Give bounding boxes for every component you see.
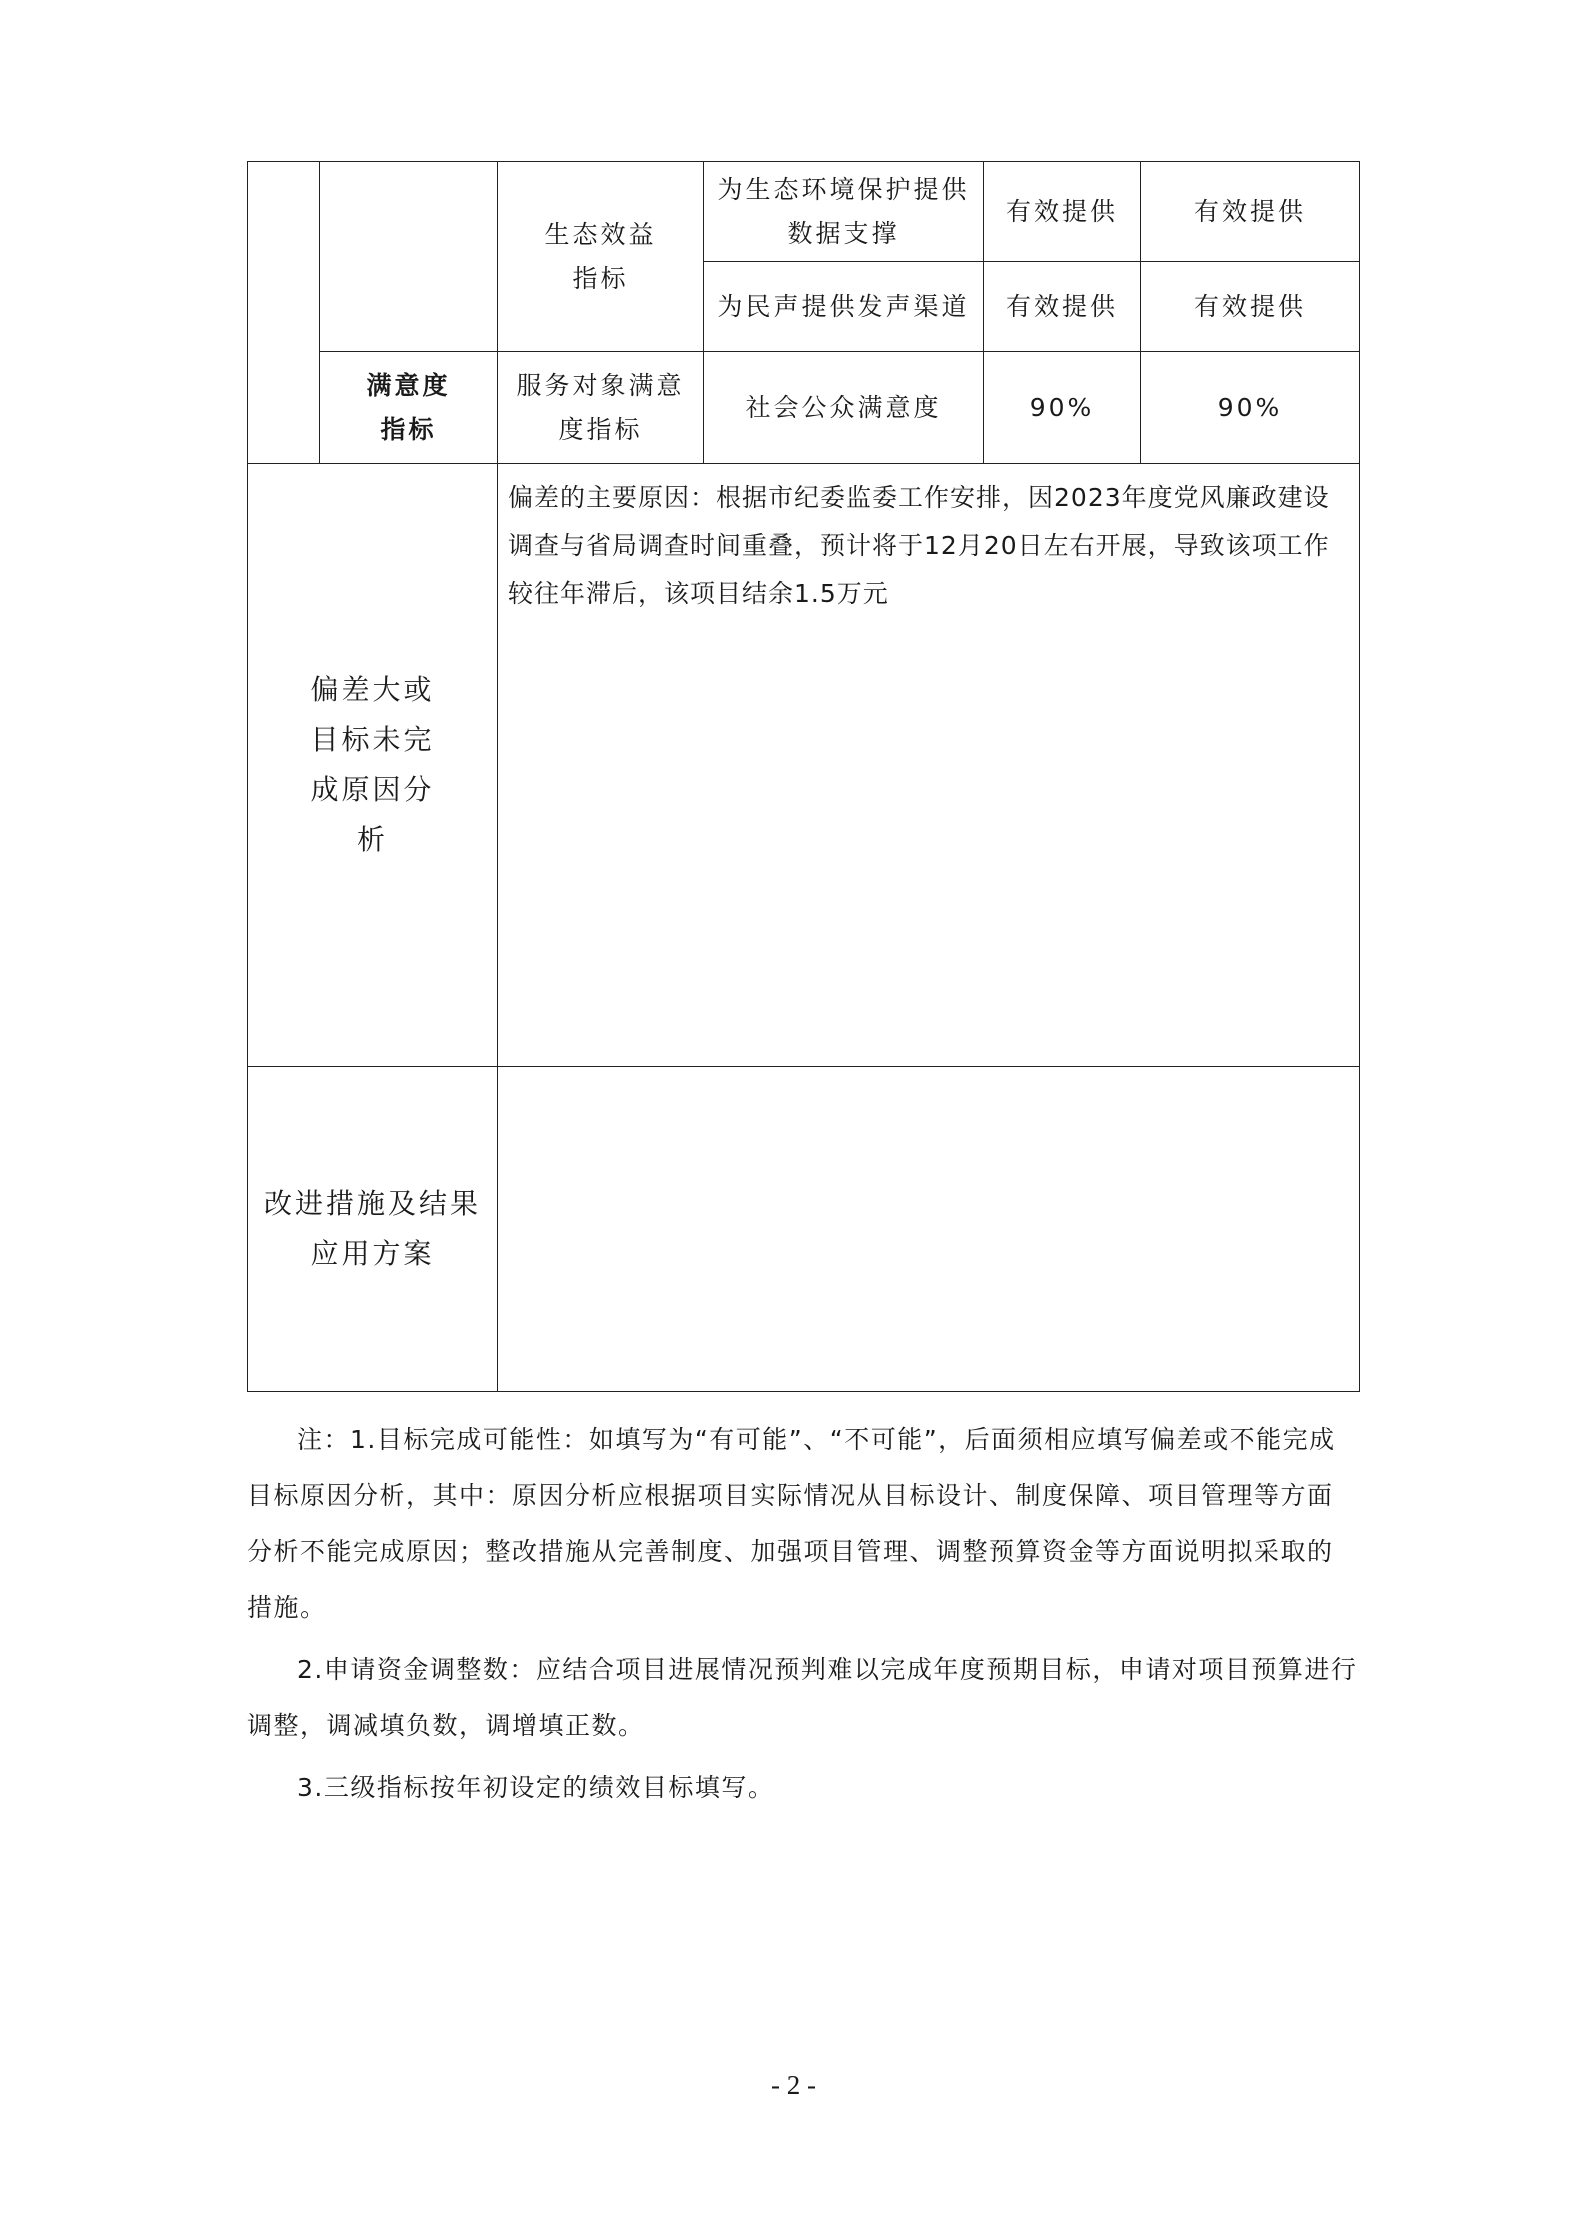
- indicator-cell: 社会公众满意度: [704, 352, 984, 464]
- deviation-label: 偏差大或目标未完成原因分析: [248, 464, 498, 1067]
- actual-cell: 90%: [1141, 352, 1360, 464]
- note-3: 3.三级指标按年初设定的绩效目标填写。: [297, 1773, 775, 1802]
- table-row: [248, 162, 1360, 262]
- page-number: - 2 -: [771, 2070, 816, 2100]
- empty-cell: [248, 162, 320, 464]
- indicator-cell: 为生态环境保护提供数据支撑: [704, 162, 984, 262]
- notes: [247, 1412, 1359, 1816]
- note-1: 注：1.目标完成可能性：如填写为“有可能”、“不可能”，后面须相应填写偏差或不能完成目标原因分析，其中：原因分析应根据项目实际情况从目标设计、制度保障、项目管理等方面分析不能完成原因；整改措施从完善制度、加强项目管理、调整预算资金等方面说明拟采取的措施。: [247, 1425, 1336, 1622]
- ecological-category-cell: 生态效益指标: [498, 162, 704, 352]
- deviation-text: 偏差的主要原因：根据市纪委监委工作安排，因2023年度党风廉政建设调查与省局调查时间重叠，预计将于12月20日左右开展，导致该项工作较往年滞后，该项目结余1.5万元: [498, 464, 1360, 1067]
- performance-table: [247, 161, 1360, 1392]
- note-2: 2.申请资金调整数：应结合项目进展情况预判难以完成年度预期目标，申请对项目预算进行调整，调减填负数，调增填正数。: [247, 1655, 1358, 1740]
- target-cell: 90%: [984, 352, 1141, 464]
- satisfaction-level1-cell: 满意度指标: [320, 352, 498, 464]
- actual-cell: 有效提供: [1141, 262, 1360, 352]
- deviation-row: [248, 464, 1360, 1067]
- indicator-cell: 为民声提供发声渠道: [704, 262, 984, 352]
- improvement-label: 改进措施及结果应用方案: [248, 1067, 498, 1392]
- target-cell: 有效提供: [984, 162, 1141, 262]
- improvement-row: [248, 1067, 1360, 1392]
- target-cell: 有效提供: [984, 262, 1141, 352]
- actual-cell: 有效提供: [1141, 162, 1360, 262]
- table-row: [248, 352, 1360, 464]
- empty-cell: [320, 162, 498, 352]
- improvement-text: [498, 1067, 1360, 1392]
- satisfaction-level2-cell: 服务对象满意度指标: [498, 352, 704, 464]
